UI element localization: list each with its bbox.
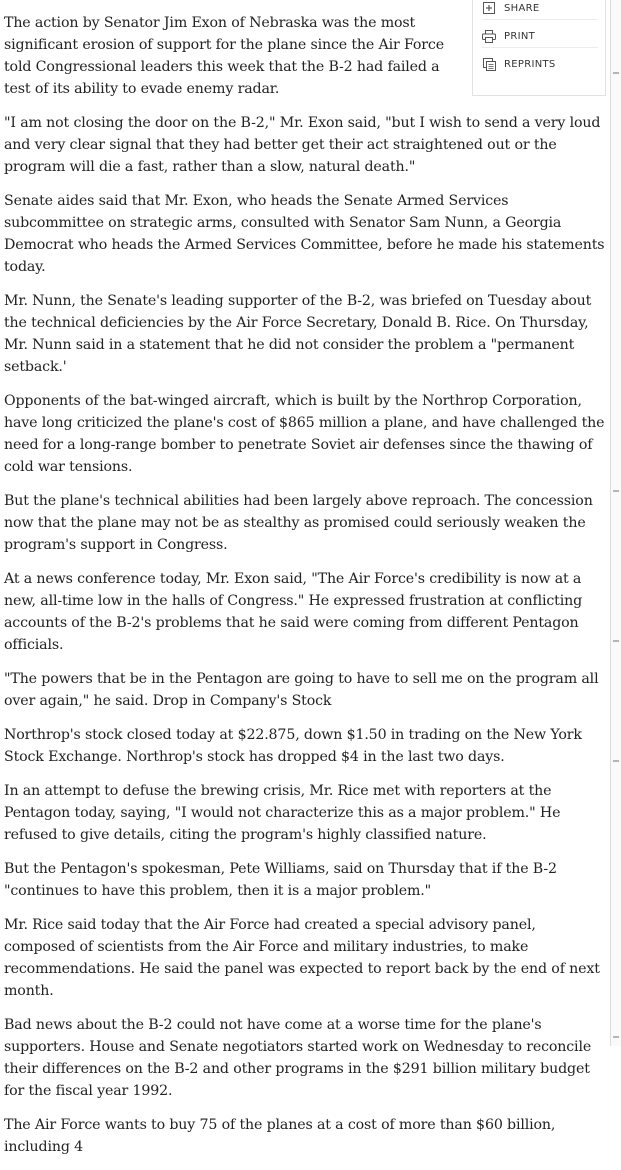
article-paragraph: Opponents of the bat-winged aircraft, which is built by the Northrop Corporation, have long criticized the plane's cost of $865 million a plane, and have challenged the need for a long-range bomber to penetrate Soviet air defenses since the thawing of cold war tensions. bbox=[4, 393, 605, 475]
article-paragraph: But the Pentagon's spokesman, Pete Williams, said on Thursday that if the B-2 "continues to have this problem, then it is a major problem." bbox=[4, 861, 557, 899]
scrollbar-marker bbox=[613, 640, 619, 642]
print-label: PRINT bbox=[504, 30, 536, 42]
article-paragraph: The action by Senator Jim Exon of Nebraska was the most significant erosion of support for the plane since the Air Force told Congressional leaders this week that the B-2 had failed a test of its ability to evade enemy radar. bbox=[4, 15, 444, 97]
article-paragraph: At a news conference today, Mr. Exon said, "The Air Force's credibility is now at a new, all-time low in the halls of Congress." He expressed frustration at conflicting accounts of the B-2's problems that he said were coming from different Pentagon officials. bbox=[4, 571, 582, 653]
printer-icon bbox=[482, 29, 496, 43]
share-button[interactable] bbox=[482, 0, 598, 20]
article-paragraph: In an attempt to defuse the brewing crisis, Mr. Rice met with reporters at the Pentagon today, saying, "I would not characterize this as a major problem." He refused to give details, citing the program's highly classified nature. bbox=[4, 783, 561, 843]
print-button[interactable] bbox=[482, 25, 598, 48]
article-tools-box bbox=[472, 0, 606, 96]
article-paragraph: Mr. Rice said today that the Air Force had created a special advisory panel, composed of scientists from the Air Force and military industries, to make recommendations. He said the panel was expected to report back by the end of next month. bbox=[4, 917, 600, 999]
article-paragraph: Mr. Nunn, the Senate's leading supporter of the B-2, was briefed on Tuesday about the technical deficiencies by the Air Force Secretary, Donald B. Rice. On Thursday, Mr. Nunn said in a statement that he did not consider the problem a "permanent setback.' bbox=[4, 293, 592, 375]
scrollbar-marker bbox=[613, 760, 619, 762]
scrollbar-marker bbox=[613, 490, 619, 492]
article-paragraph: "The powers that be in the Pentagon are going to have to sell me on the program all over again," he said. Drop in Company's Stock bbox=[4, 671, 599, 709]
share-label: SHARE bbox=[504, 2, 540, 14]
scrollbar-marker bbox=[613, 72, 619, 74]
reprints-label: REPRINTS bbox=[504, 58, 556, 70]
article-paragraph: Senate aides said that Mr. Exon, who heads the Senate Armed Services subcommittee on strategic arms, consulted with Senator Sam Nunn, a Georgia Democrat who heads the Armed Services Committee, before he made his statements today. bbox=[4, 193, 605, 275]
vertical-scrollbar[interactable] bbox=[610, 0, 621, 1046]
reprints-icon bbox=[482, 57, 496, 71]
reprints-button[interactable] bbox=[482, 53, 598, 75]
article-paragraph: Bad news about the B-2 could not have come at a worse time for the plane's supporters. House and Senate negotiators started work on Wednesday to reconcile their differences on the B-2 and other programs in the $291 billion military budget for the fiscal year 1992. bbox=[4, 1017, 592, 1099]
article-paragraph: The Air Force wants to buy 75 of the planes at a cost of more than $60 billion, including 4 bbox=[4, 1117, 556, 1155]
article-paragraph: "I am not closing the door on the B-2," Mr. Exon said, "but I wish to send a very loud and very clear signal that they had better get their act straightened out or the program will die a fast, rather than a slow, natural death." bbox=[4, 115, 601, 175]
share-plus-icon bbox=[482, 1, 496, 15]
article-paragraph: But the plane's technical abilities had been largely above reproach. The concession now that the plane may not be as stealthy as promised could seriously weaken the program's support in Congress. bbox=[4, 493, 593, 553]
article-paragraph: Northrop's stock closed today at $22.875, down $1.50 in trading on the New York Stock Exchange. Northrop's stock has dropped $4 in the last two days. bbox=[4, 727, 582, 765]
article-body bbox=[4, 0, 609, 1170]
scrollbar-marker bbox=[613, 1036, 619, 1038]
